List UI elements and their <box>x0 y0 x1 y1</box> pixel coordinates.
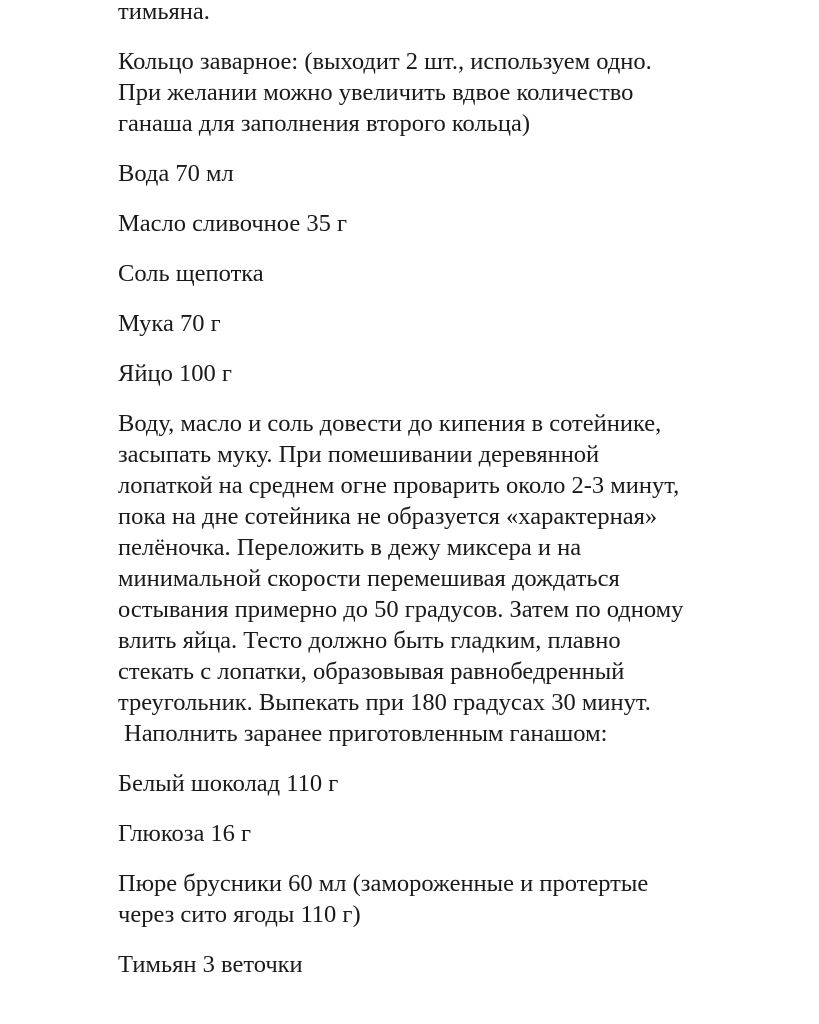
ingredient-butter: Масло сливочное 35 г <box>118 210 348 237</box>
ingredient-thyme: Тимьян 3 веточки <box>118 951 303 978</box>
filling-intro: Наполнить заранее приготовленным ганашом: <box>124 720 608 747</box>
ingredient-salt: Соль щепотка <box>118 260 264 287</box>
method-paragraph: Воду, масло и соль довести до кипения в сотейнике, засыпать муку. При помешивании деревянной лопаткой на среднем огне проварить около 2-3 минут, пока на дне сотейника не образуется «характерная» пелёночка. Переложить в дежу миксера и на минимальной скорости перемешивая дождаться остывания примерно до 50 градусов. Затем по одному влить яйца. Тесто должно быть гладким, плавно стекать с лопатки, образовывая равнобедренный треугольник. Выпекать при 180 градусах 30 минут. <box>118 410 684 716</box>
ingredient-lingonberry-puree: Пюре брусники 60 мл (замороженные и протертые через сито ягоды 110 г) <box>118 870 649 928</box>
recipe-document <box>118 0 808 999</box>
ingredient-egg: Яйцо 100 г <box>118 360 232 387</box>
ingredient-flour: Мука 70 г <box>118 310 221 337</box>
ingredient-white-chocolate: Белый шоколад 110 г <box>118 770 339 797</box>
ingredient-glucose: Глюкоза 16 г <box>118 820 252 847</box>
ingredient-water: Вода 70 мл <box>118 160 234 187</box>
text-fragment-top: тимьяна. <box>118 0 210 25</box>
ring-heading: Кольцо заварное: (выходит 2 шт., используем одно. При желании можно увеличить вдвое количество ганаша для заполнения второго кольца) <box>118 48 652 137</box>
